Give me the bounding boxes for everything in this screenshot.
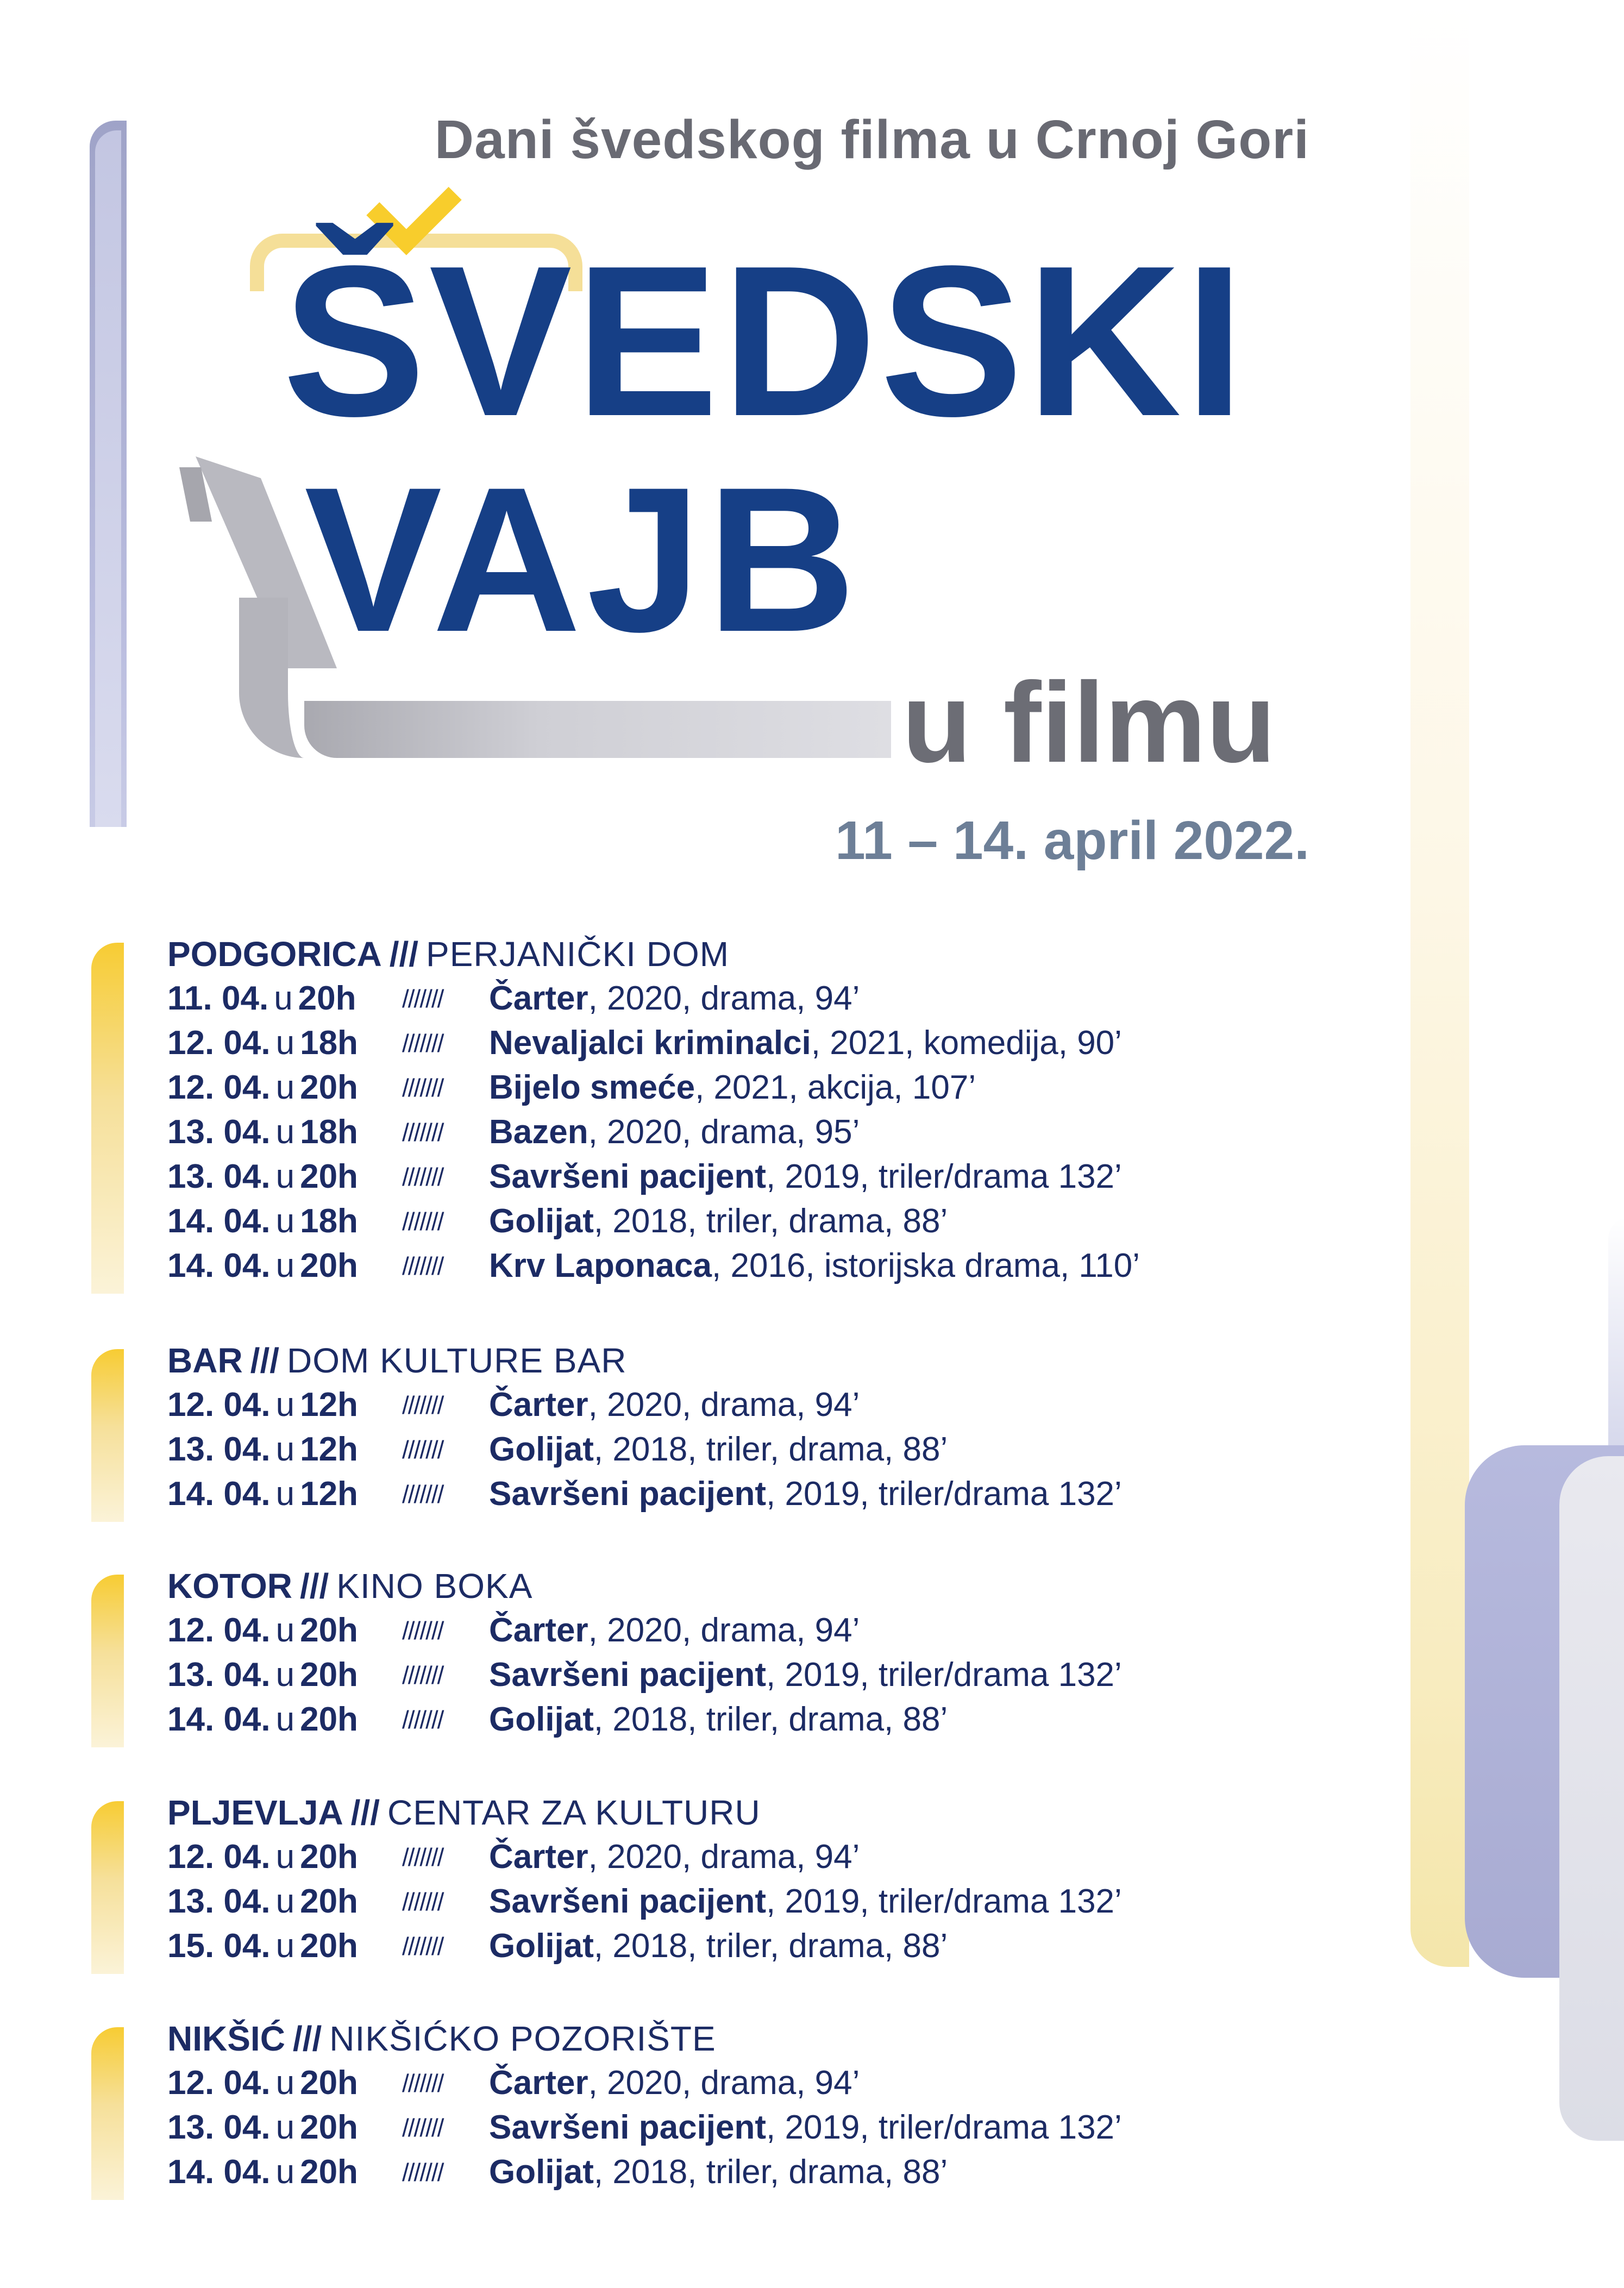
screening-row [167, 1065, 976, 1110]
screening-date: 14. 04. [167, 1247, 271, 1284]
venue-separator: /// [299, 1566, 329, 1606]
film-details: , 2018, triler, drama, 88’ [593, 1701, 948, 1738]
screening-at: u [275, 1386, 295, 1424]
decorative-ribbon-right [1410, 0, 1469, 1967]
film-info [489, 2105, 1122, 2150]
screening-date: 11. 04. [167, 980, 269, 1017]
screening-at: u [274, 980, 293, 1017]
venue-city: PLJEVLJA [167, 1793, 343, 1832]
separator-slashes: /////// [402, 1843, 443, 1871]
film-info [489, 1427, 948, 1472]
screening-time: 20h [300, 1656, 358, 1694]
film-title: Čarter [489, 1838, 588, 1876]
film-info [489, 2150, 948, 2195]
screening-at: u [275, 2064, 295, 2102]
film-info [489, 1110, 860, 1155]
screening-row [167, 1835, 860, 1879]
separator-slashes: /////// [402, 1616, 443, 1645]
film-details: , 2020, drama, 95’ [588, 1113, 860, 1151]
screening-time: 20h [300, 2153, 358, 2191]
film-title: Bijelo smeće [489, 1069, 695, 1106]
film-details: , 2019, triler/drama 132’ [766, 1475, 1122, 1513]
film-info [489, 1924, 948, 1969]
screening-at: u [275, 1656, 295, 1694]
venue-city: NIKŠIĆ [167, 2019, 285, 2058]
venue-heading [167, 932, 729, 976]
film-title: Savršeni pacijent [489, 1475, 767, 1513]
screening-date: 13. 04. [167, 1158, 271, 1195]
screening-at: u [275, 1838, 295, 1876]
film-details: , 2021, komedija, 90’ [811, 1024, 1122, 1062]
venue-heading [167, 1790, 761, 1835]
screening-at: u [275, 1069, 295, 1106]
venue-separator: /// [350, 1793, 380, 1832]
film-info [489, 2061, 860, 2105]
film-details: , 2016, istorijska drama, 110’ [712, 1247, 1140, 1284]
film-info [489, 1199, 948, 1244]
screening-row [167, 1924, 948, 1969]
venue-section [167, 1790, 1122, 1969]
screening-time: 20h [300, 1247, 358, 1284]
screening-date: 14. 04. [167, 1475, 271, 1513]
venue-name: KINO BOKA [336, 1566, 533, 1606]
event-dates: 11 – 14. april 2022. [835, 810, 1309, 871]
decorative-ribbon-left [90, 121, 127, 827]
film-details: , 2020, drama, 94’ [588, 1386, 860, 1424]
section-accent-bar [91, 1349, 124, 1522]
film-title: Savršeni pacijent [489, 1656, 767, 1694]
venue-section [167, 1564, 1122, 1742]
screening-row [167, 1653, 1122, 1697]
venue-name: DOM KULTURE BAR [287, 1341, 627, 1380]
separator-slashes: /////// [402, 1706, 443, 1734]
film-info [489, 976, 860, 1021]
screening-date: 15. 04. [167, 1927, 271, 1965]
venue-heading [167, 1564, 532, 1608]
screening-time: 12h [300, 1431, 358, 1468]
film-details: , 2020, drama, 94’ [588, 2064, 860, 2102]
screening-row [167, 1697, 948, 1742]
separator-slashes: /////// [402, 2114, 443, 2142]
screening-date: 14. 04. [167, 2153, 271, 2191]
screening-date: 12. 04. [167, 1838, 271, 1876]
separator-slashes: /////// [402, 1480, 443, 1508]
separator-slashes: /////// [402, 1391, 443, 1419]
film-details: , 2018, triler, drama, 88’ [593, 1927, 948, 1965]
screening-row [167, 1021, 1122, 1065]
film-title: Golijat [489, 1202, 594, 1240]
venue-heading [167, 2016, 716, 2061]
screening-at: u [275, 1927, 295, 1965]
festival-subtitle: Dani švedskog filma u Crnoj Gori [434, 109, 1309, 170]
screening-time: 20h [300, 1158, 358, 1195]
section-accent-bar [91, 1575, 124, 1747]
separator-slashes: /////// [402, 1252, 443, 1280]
section-accent-bar [91, 943, 124, 1294]
venue-city: KOTOR [167, 1566, 292, 1606]
screening-at: u [275, 1158, 295, 1195]
film-details: , 2020, drama, 94’ [588, 1838, 860, 1876]
separator-slashes: /////// [402, 985, 443, 1013]
separator-slashes: /////// [402, 1436, 443, 1464]
separator-slashes: /////// [402, 1661, 443, 1689]
screening-time: 18h [300, 1113, 358, 1151]
venue-section [167, 932, 1140, 1288]
screening-row [167, 1110, 860, 1155]
screening-row [167, 1244, 1140, 1288]
separator-slashes: /////// [402, 1118, 443, 1146]
screening-time: 12h [300, 1475, 358, 1513]
screening-time: 18h [300, 1202, 358, 1240]
screening-at: u [275, 1431, 295, 1468]
venue-section [167, 1338, 1122, 1516]
screening-row [167, 1383, 860, 1427]
venue-section [167, 2016, 1122, 2195]
screening-at: u [275, 1475, 295, 1513]
film-title: Golijat [489, 1701, 594, 1738]
venue-name: NIKŠIĆKO POZORIŠTE [329, 2019, 716, 2058]
screening-time: 20h [300, 1838, 358, 1876]
screening-row [167, 1472, 1122, 1516]
screening-date: 12. 04. [167, 1386, 271, 1424]
film-info [489, 1653, 1122, 1697]
screening-date: 13. 04. [167, 1113, 271, 1151]
venue-name: CENTAR ZA KULTURU [387, 1793, 761, 1832]
film-title: Golijat [489, 1431, 594, 1468]
separator-slashes: /////// [402, 1207, 443, 1236]
screening-row [167, 976, 860, 1021]
film-details: , 2019, triler/drama 132’ [766, 1883, 1122, 1920]
screening-date: 12. 04. [167, 1069, 271, 1106]
title-u-filmu: u filmu [902, 659, 1276, 786]
screening-date: 13. 04. [167, 1883, 271, 1920]
separator-slashes: /////// [402, 1163, 443, 1191]
separator-slashes: /////// [402, 1074, 443, 1102]
film-title: Čarter [489, 2064, 588, 2102]
screening-date: 14. 04. [167, 1701, 271, 1738]
screening-date: 12. 04. [167, 1612, 271, 1649]
section-accent-bar [91, 1801, 124, 1974]
film-title: Čarter [489, 980, 588, 1017]
screening-date: 13. 04. [167, 1656, 271, 1694]
title-gray-ribbon-bottom [304, 701, 891, 758]
screening-at: u [275, 1701, 295, 1738]
screening-at: u [275, 1113, 295, 1151]
screening-at: u [275, 1612, 295, 1649]
film-info [489, 1383, 860, 1427]
screening-time: 12h [300, 1386, 358, 1424]
film-title: Krv Laponaca [489, 1247, 712, 1284]
screening-at: u [275, 2109, 295, 2146]
screening-row [167, 2061, 860, 2105]
film-title: Bazen [489, 1113, 588, 1151]
screening-time: 20h [300, 1883, 358, 1920]
film-details: , 2020, drama, 94’ [588, 980, 860, 1017]
film-info [489, 1608, 860, 1653]
screening-row [167, 2150, 948, 2195]
film-info [489, 1472, 1122, 1516]
film-details: , 2018, triler, drama, 88’ [593, 1202, 948, 1240]
film-details: , 2021, akcija, 107’ [695, 1069, 976, 1106]
screening-row [167, 2105, 1122, 2150]
film-details: , 2020, drama, 94’ [588, 1612, 860, 1649]
film-title: Golijat [489, 2153, 594, 2191]
venue-separator: /// [292, 2019, 322, 2058]
separator-slashes: /////// [402, 2069, 443, 2097]
section-accent-bar [91, 2027, 124, 2200]
screening-time: 18h [300, 1024, 358, 1062]
film-info [489, 1244, 1140, 1288]
screening-date: 13. 04. [167, 1431, 271, 1468]
film-info [489, 1835, 860, 1879]
title-svedski: ŠVEDSKI [283, 221, 1248, 461]
film-title: Golijat [489, 1927, 594, 1965]
venue-city: BAR [167, 1341, 243, 1380]
film-title: Savršeni pacijent [489, 1883, 767, 1920]
screening-date: 12. 04. [167, 2064, 271, 2102]
film-info [489, 1155, 1122, 1199]
title-vajb: VAJB [304, 444, 862, 675]
screening-time: 20h [298, 980, 356, 1017]
separator-slashes: /////// [402, 2158, 443, 2186]
film-info [489, 1021, 1122, 1065]
venue-city: PODGORICA [167, 935, 382, 974]
screening-time: 20h [300, 1927, 358, 1965]
film-details: , 2019, triler/drama 132’ [766, 1158, 1122, 1195]
film-details: , 2018, triler, drama, 88’ [593, 2153, 948, 2191]
screening-date: 14. 04. [167, 1202, 271, 1240]
screening-row [167, 1155, 1122, 1199]
film-title: Čarter [489, 1612, 588, 1649]
film-title: Savršeni pacijent [489, 2109, 767, 2146]
film-title: Nevaljalci kriminalci [489, 1024, 811, 1062]
film-title: Čarter [489, 1386, 588, 1424]
venue-separator: /// [250, 1341, 279, 1380]
decorative-ribbon-gray [1559, 1456, 1624, 2141]
separator-slashes: /////// [402, 1029, 443, 1057]
screening-row [167, 1608, 860, 1653]
screening-at: u [275, 2153, 295, 2191]
screening-time: 20h [300, 1701, 358, 1738]
screening-at: u [275, 1247, 295, 1284]
film-info [489, 1065, 976, 1110]
screening-time: 20h [300, 1069, 358, 1106]
screening-at: u [275, 1883, 295, 1920]
venue-name: PERJANIČKI DOM [426, 935, 730, 974]
screening-date: 13. 04. [167, 2109, 271, 2146]
separator-slashes: /////// [402, 1932, 443, 1960]
film-details: , 2018, triler, drama, 88’ [593, 1431, 948, 1468]
film-info [489, 1697, 948, 1742]
film-info [489, 1879, 1122, 1924]
separator-slashes: /////// [402, 1888, 443, 1916]
venue-separator: /// [389, 935, 419, 974]
screening-date: 12. 04. [167, 1024, 271, 1062]
screening-time: 20h [300, 2064, 358, 2102]
screening-row [167, 1427, 948, 1472]
screening-time: 20h [300, 1612, 358, 1649]
screening-at: u [275, 1024, 295, 1062]
screening-time: 20h [300, 2109, 358, 2146]
film-details: , 2019, triler/drama 132’ [766, 1656, 1122, 1694]
film-details: , 2019, triler/drama 132’ [766, 2109, 1122, 2146]
screening-at: u [275, 1202, 295, 1240]
venue-heading [167, 1338, 626, 1383]
screening-row [167, 1199, 948, 1244]
screening-row [167, 1879, 1122, 1924]
film-title: Savršeni pacijent [489, 1158, 767, 1195]
